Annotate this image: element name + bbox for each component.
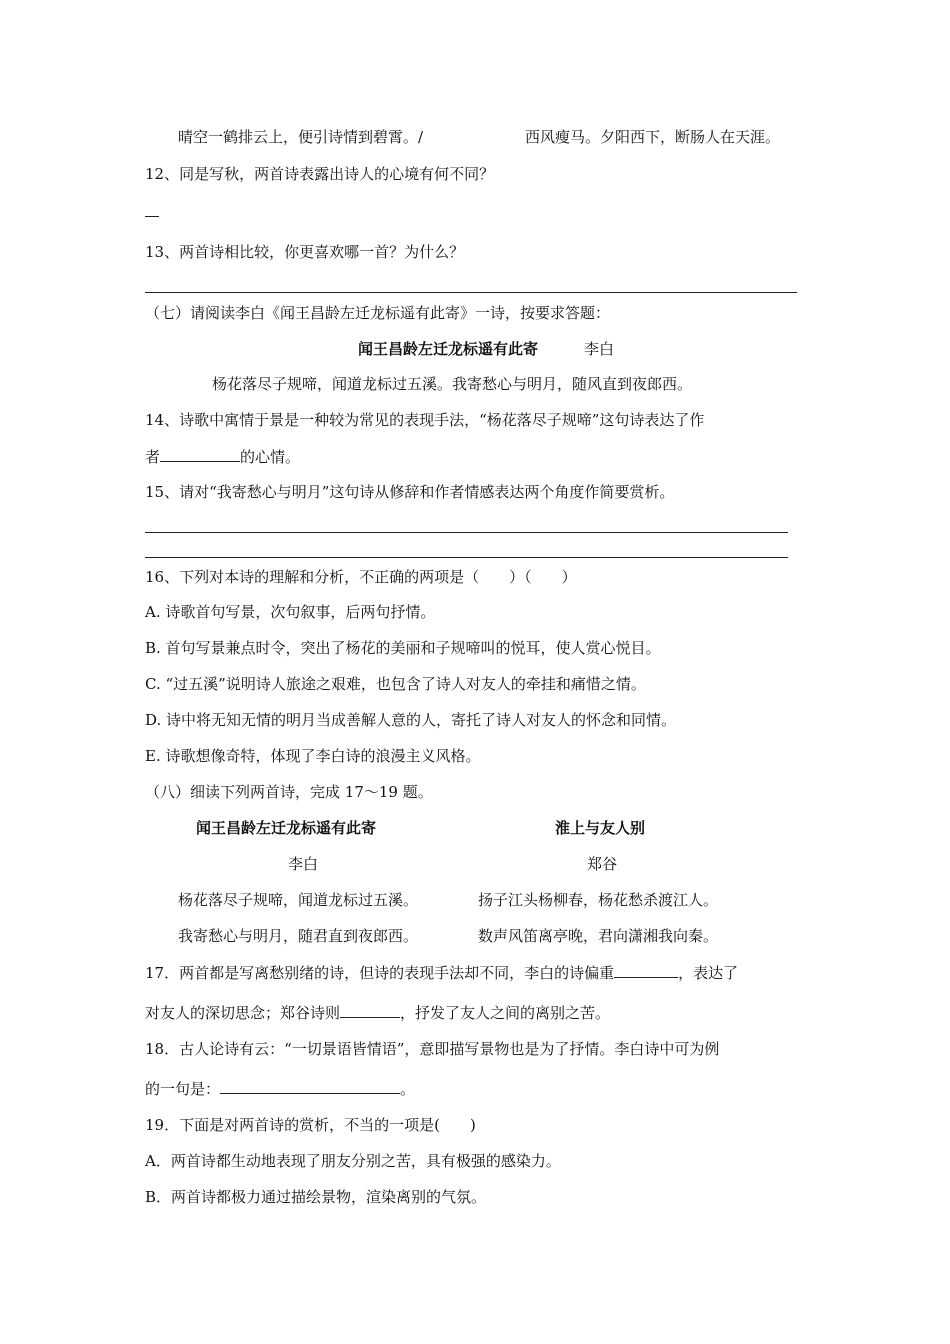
option-e: E. 诗歌想像奇特，体现了李白诗的浪漫主义风格。 bbox=[145, 747, 481, 765]
poem2-line1: 扬子江头杨柳春，杨花愁杀渡江人。 bbox=[478, 891, 719, 909]
option-b: B. 首句写景兼点时令，突出了杨花的美丽和子规啼叫的悦耳，使人赏心悦目。 bbox=[145, 639, 661, 657]
option-c: C. “过五溪”说明诗人旅途之艰难，也包含了诗人对友人的牵挂和痛惜之情。 bbox=[145, 675, 646, 693]
poem1-author: 李白 bbox=[288, 855, 319, 873]
question-19: 19．下面是对两首诗的赏析，不当的一项是( ) bbox=[145, 1116, 476, 1134]
question-17-line2 bbox=[145, 1002, 610, 1023]
question-18-line2 bbox=[145, 1078, 415, 1099]
answer-line bbox=[145, 557, 788, 558]
option-a: A. 诗歌首句写景，次句叙事，后两句抒情。 bbox=[145, 603, 436, 621]
poem-line-b: 西风瘦马。夕阳西下，断肠人在天涯。 bbox=[525, 128, 781, 146]
option-d: D. 诗中将无知无情的明月当成善解人意的人，寄托了诗人对友人的怀念和同情。 bbox=[145, 711, 677, 729]
question-15: 15、请对“我寄愁心与明月”这句诗从修辞和作者情感表达两个角度作简要赏析。 bbox=[145, 483, 675, 501]
answer-blank[interactable] bbox=[160, 446, 240, 462]
section-8-intro: （八）细读下列两首诗，完成 17～19 题。 bbox=[145, 783, 433, 801]
answer-blank[interactable] bbox=[614, 962, 678, 978]
question-18-post: 。 bbox=[400, 1080, 416, 1098]
question-17-pre2: 对友人的深切思念；郑谷诗则 bbox=[145, 1004, 341, 1022]
poem-title: 闻王昌龄左迁龙标遥有此寄 bbox=[358, 340, 539, 358]
option-a: A．两首诗都生动地表现了朋友分别之苦，具有极强的感染力。 bbox=[145, 1152, 561, 1170]
answer-line bbox=[145, 292, 797, 293]
poem1-title: 闻王昌龄左迁龙标遥有此寄 bbox=[196, 819, 377, 837]
answer-dash bbox=[145, 216, 159, 217]
poem2-author: 郑谷 bbox=[587, 855, 618, 873]
poem1-line2: 我寄愁心与明月，随君直到夜郎西。 bbox=[178, 927, 419, 945]
answer-blank[interactable] bbox=[340, 1002, 400, 1018]
poem-text: 杨花落尽子规啼，闻道龙标过五溪。我寄愁心与明月，随风直到夜郎西。 bbox=[212, 375, 693, 393]
question-16: 16、下列对本诗的理解和分析，不正确的两项是（ ）（ ） bbox=[145, 568, 577, 586]
answer-line bbox=[145, 532, 788, 533]
question-17-pre: 17．两首都是写离愁别绪的诗，但诗的表现手法却不同，李白的诗偏重 bbox=[145, 964, 615, 982]
question-14-line1: 14、诗歌中寓情于景是一种较为常见的表现手法，“杨花落尽子规啼”这句诗表达了作 bbox=[145, 411, 705, 429]
section-7-intro: （七）请阅读李白《闻王昌龄左迁龙标遥有此寄》一诗，按要求答题： bbox=[145, 304, 611, 322]
question-14-line2 bbox=[145, 446, 300, 467]
question-17-line1 bbox=[145, 962, 738, 983]
question-13: 13、两首诗相比较，你更喜欢哪一首？为什么？ bbox=[145, 243, 465, 261]
question-12: 12、同是写秋，两首诗表露出诗人的心境有何不同？ bbox=[145, 165, 495, 183]
question-17-post2: ，抒发了友人之间的离别之苦。 bbox=[400, 1004, 611, 1022]
poem1-line1: 杨花落尽子规啼，闻道龙标过五溪。 bbox=[178, 891, 419, 909]
answer-blank[interactable] bbox=[220, 1078, 400, 1094]
poem-author: 李白 bbox=[584, 340, 615, 358]
option-b: B．两首诗都极力通过描绘景物，渲染离别的气氛。 bbox=[145, 1188, 487, 1206]
question-18-line1: 18．古人论诗有云：“一切景语皆情语”，意即描写景物也是为了抒情。李白诗中可为例 bbox=[145, 1040, 720, 1058]
poem-line-a: 晴空一鹤排云上，便引诗情到碧霄。/ bbox=[178, 128, 424, 146]
question-14-post: 的心情。 bbox=[240, 448, 301, 466]
question-14-pre: 者 bbox=[145, 448, 161, 466]
question-18-pre: 的一句是： bbox=[145, 1080, 221, 1098]
poem2-line2: 数声风笛离亭晚，君向潇湘我向秦。 bbox=[478, 927, 719, 945]
question-17-post: ，表达了 bbox=[678, 964, 739, 982]
poem2-title: 淮上与友人别 bbox=[555, 819, 646, 837]
